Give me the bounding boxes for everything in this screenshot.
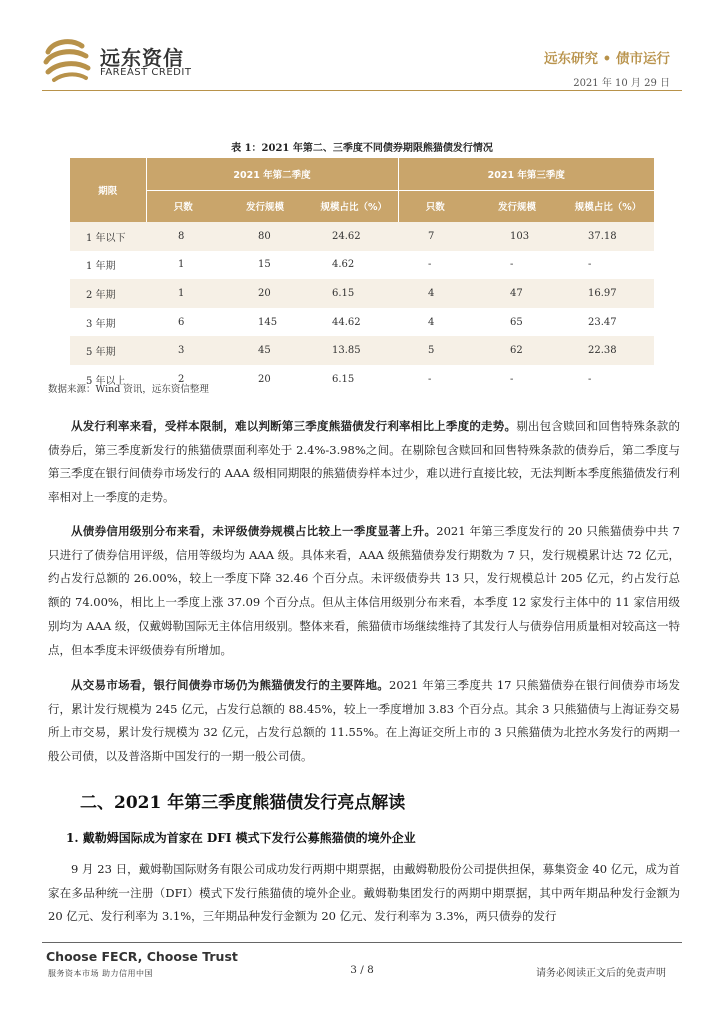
term-cell: 5 年以上 — [70, 365, 146, 394]
value-cell: 4.62 — [310, 251, 398, 280]
page-header — [0, 0, 724, 100]
footer-divider — [42, 942, 682, 943]
value-cell: 8 — [146, 222, 220, 251]
value-cell: 4 — [398, 308, 472, 337]
table-caption: 表 1：2021 年第二、三季度不同债券期限熊猫债发行情况 — [231, 143, 493, 154]
value-cell: 1 — [146, 251, 220, 280]
paragraph-body: 2021 年第三季度共 17 只熊猫债券在银行间债券市场发行，累计发行规模为 245 亿元，占发行总额的 88.45%，较上一季度增加 3.83 个百分点。其余 3 只熊猫债与上海证券交易所上市交易，累计发行规模为 32 亿元，占发行总额的 11.55%。在上海证交所上市的 3 只熊猫债为北控水务发行的两期一般公司债，以及普洛斯中国发行的一期一般公司债。 — [48, 678, 680, 764]
paragraph-body: 剔出包含赎回和回售特殊条款的债券后，第三季度新发行的熊猫债票面利率处于 2.4%-3.98%之间。在剔除包含赎回和回售特殊条款的债券后，第二季度与第三季度在银行间债券市场发行的 AAA 级相同期限的熊猫债券样本过少，难以进行直接比较，无法判断本季度熊猫债发行利率相对上一季度的走势。 — [48, 419, 681, 505]
paragraph-lead: 从债券信用级别分布来看，未评级债券规模占比较上一季度显著上升。 — [71, 524, 437, 538]
paragraph-body: 2021 年第三季度发行的 20 只熊猫债券中共 7 只进行了债券信用评级，信用等级均为 AAA 级。具体来看，AAA 级熊猫债券发行期数为 7 只，发行规模累计达 72 亿元，约占发行总额的 26.00%，较上一季度下降 32.46 个百分点。未评级债券共 13 只，发行规模总计 205 亿元，约占发行总额的 74.00%，相比上一季度上涨 37.09 个百分点。但从主体信用级别分布来看，本季度 12 家发行主体中的 11 家信用级别均为 AAA 级，仅戴姆勒国际无主体信用级别。整体来看，熊猫债市场继续维持了其发行人与债券信用质量相对较高这一特点，但本季度未评级债券有所增加。 — [48, 524, 680, 657]
value-cell: 20 — [220, 279, 310, 308]
paragraph-trading-market — [48, 674, 680, 769]
term-cell: 1 年期 — [70, 251, 146, 280]
value-cell: 145 — [220, 308, 310, 337]
panda-bond-term-table — [70, 158, 654, 394]
value-cell: - — [472, 251, 562, 280]
sub-header: 规模占比（%） — [562, 190, 654, 222]
value-cell: 103 — [472, 222, 562, 251]
table-row — [70, 222, 654, 251]
value-cell: 15 — [220, 251, 310, 280]
term-cell: 1 年以下 — [70, 222, 146, 251]
term-cell: 3 年期 — [70, 308, 146, 337]
value-cell: 47 — [472, 279, 562, 308]
paragraph-lead: 从发行利率来看，受样本限制，难以判断第三季度熊猫债发行利率相比上季度的走势。 — [71, 419, 517, 433]
value-cell: 7 — [398, 222, 472, 251]
value-cell: - — [472, 365, 562, 394]
sub-header: 发行规模 — [220, 190, 310, 222]
value-cell: 4 — [398, 279, 472, 308]
value-cell: 22.38 — [562, 336, 654, 365]
group-header-q3: 2021 年第三季度 — [398, 158, 654, 190]
value-cell: 80 — [220, 222, 310, 251]
sub-header: 只数 — [146, 190, 220, 222]
footer-slogan: Choose FECR, Choose Trust — [46, 949, 238, 964]
term-cell: 2 年期 — [70, 279, 146, 308]
section-heading: 二、2021 年第三季度熊猫债发行亮点解读 — [80, 793, 406, 813]
report-date: 2021 年 10 月 29 日 — [573, 78, 670, 89]
value-cell: 3 — [146, 336, 220, 365]
stub-header: 期限 — [70, 158, 146, 222]
value-cell: 24.62 — [310, 222, 398, 251]
paragraph-credit-rating — [48, 520, 680, 662]
table-row — [70, 336, 654, 365]
table-row — [70, 279, 654, 308]
company-logo — [42, 38, 232, 84]
group-header-q2: 2021 年第二季度 — [146, 158, 398, 190]
section-title: 远东研究 • 债市运行 — [543, 51, 670, 67]
value-cell: - — [398, 251, 472, 280]
value-cell: - — [562, 365, 654, 394]
value-cell: 2 — [146, 365, 220, 394]
value-cell: 1 — [146, 279, 220, 308]
term-cell: 5 年期 — [70, 336, 146, 365]
value-cell: 16.97 — [562, 279, 654, 308]
sub-header: 规模占比（%） — [310, 190, 398, 222]
paragraph-issuance-rate — [48, 415, 680, 510]
value-cell: 6.15 — [310, 279, 398, 308]
fecr-logo-icon — [42, 38, 92, 84]
sub-header: 发行规模 — [472, 190, 562, 222]
table-row — [70, 251, 654, 280]
value-cell: 20 — [220, 365, 310, 394]
value-cell: 5 — [398, 336, 472, 365]
value-cell: - — [562, 251, 654, 280]
value-cell: 45 — [220, 336, 310, 365]
logo-english-name: FAREAST CREDIT — [100, 67, 192, 78]
value-cell: 6 — [146, 308, 220, 337]
paragraph-lead: 从交易市场看，银行间债券市场仍为熊猫债发行的主要阵地。 — [71, 678, 390, 692]
value-cell: - — [398, 365, 472, 394]
value-cell: 44.62 — [310, 308, 398, 337]
header-divider — [42, 90, 682, 91]
table-row — [70, 308, 654, 337]
table-source-note: 数据来源：Wind 资讯，远东资信整理 — [48, 384, 209, 395]
value-cell: 6.15 — [310, 365, 398, 394]
subsection-heading: 1. 戴勒姆国际成为首家在 DFI 模式下发行公募熊猫债的境外企业 — [66, 831, 416, 845]
value-cell: 62 — [472, 336, 562, 365]
paragraph-daimler: 9 月 23 日，戴姆勒国际财务有限公司成功发行两期中期票据，由戴姆勒股份公司提供担保，募集资金 40 亿元，成为首家在多品种统一注册（DFI）模式下发行熊猫债的境外企业。戴姆勒集团发行的两期中期票据，其中两年期品种发行金额为 20 亿元、发行利率为 3.1%，三年期品种发行金额为 20 亿元、发行利率为 3.3%，两只债券的发行 — [48, 862, 680, 924]
value-cell: 23.47 — [562, 308, 654, 337]
footer-tagline: 服务资本市场 助力信用中国 — [48, 969, 154, 978]
page-number: 3 / 8 — [350, 964, 374, 976]
logo-chinese-name: 远东资信 — [100, 46, 184, 70]
value-cell: 37.18 — [562, 222, 654, 251]
sub-header: 只数 — [398, 190, 472, 222]
footer-disclaimer: 请务必阅读正文后的免责声明 — [536, 968, 666, 979]
value-cell: 13.85 — [310, 336, 398, 365]
value-cell: 65 — [472, 308, 562, 337]
